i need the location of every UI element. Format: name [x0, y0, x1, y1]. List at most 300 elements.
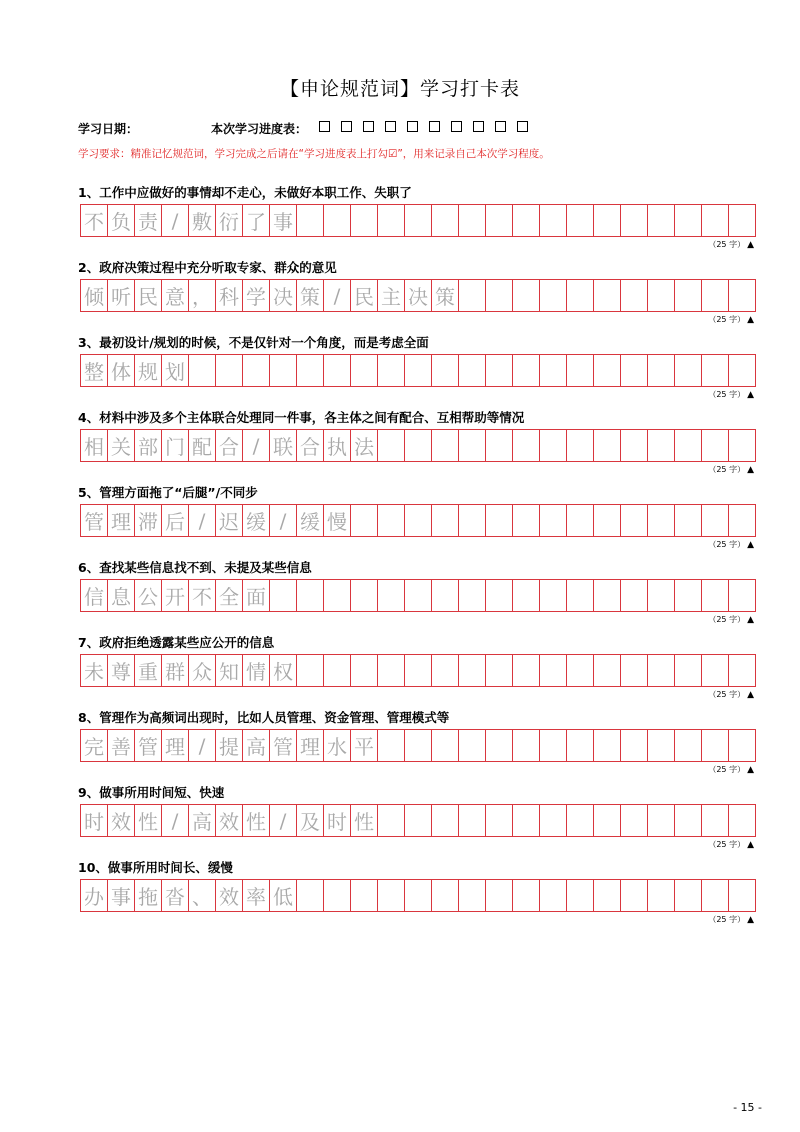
grid-cell[interactable] — [405, 580, 432, 612]
grid-cell[interactable] — [459, 730, 486, 762]
grid-cell[interactable] — [567, 430, 594, 462]
character-count-note — [708, 464, 754, 475]
grid-cell[interactable] — [702, 280, 729, 312]
grid-cell[interactable] — [594, 655, 621, 687]
grid-cell[interactable]: 息 — [108, 580, 135, 612]
grid-cell[interactable] — [648, 505, 675, 537]
grid-cell[interactable]: 联 — [270, 430, 297, 462]
grid-cell[interactable]: 信 — [81, 580, 108, 612]
grid-cell[interactable] — [594, 280, 621, 312]
progress-checkbox[interactable] — [429, 121, 440, 132]
grid-cell[interactable] — [648, 430, 675, 462]
grid-cell[interactable]: 倾 — [81, 280, 108, 312]
grid-cell[interactable] — [513, 505, 540, 537]
grid-cell[interactable] — [540, 430, 567, 462]
grid-cell[interactable]: 情 — [243, 655, 270, 687]
progress-checkbox[interactable] — [319, 121, 330, 132]
grid-cell[interactable]: 率 — [243, 880, 270, 912]
grid-cell[interactable]: 性 — [351, 805, 378, 837]
item-question: 6、查找某些信息找不到、未提及某些信息 — [78, 560, 312, 575]
grid-cell[interactable]: 效 — [216, 880, 243, 912]
grid-cell[interactable] — [243, 355, 270, 387]
grid-cell[interactable]: 权 — [270, 655, 297, 687]
grid-cell[interactable]: 高 — [243, 730, 270, 762]
grid-cell[interactable] — [702, 730, 729, 762]
study-progress-label: 本次学习进度表： — [211, 122, 308, 136]
grid-cell[interactable] — [621, 805, 648, 837]
grid-cell[interactable] — [729, 355, 756, 387]
grid-cell[interactable] — [459, 430, 486, 462]
grid-cell[interactable] — [675, 805, 702, 837]
grid-cell[interactable] — [702, 505, 729, 537]
grid-cell[interactable]: 策 — [297, 280, 324, 312]
grid-cell[interactable] — [675, 205, 702, 237]
grid-cell[interactable] — [486, 880, 513, 912]
progress-checkbox[interactable] — [363, 121, 374, 132]
triangle-icon: ▲ — [747, 840, 754, 850]
grid-cell[interactable] — [702, 430, 729, 462]
grid-cell[interactable]: 策 — [432, 280, 459, 312]
grid-cell[interactable]: 事 — [270, 205, 297, 237]
grid-cell[interactable]: 公 — [135, 580, 162, 612]
grid-cell[interactable]: 执 — [324, 430, 351, 462]
grid-cell[interactable] — [729, 205, 756, 237]
grid-cell[interactable] — [486, 430, 513, 462]
grid-cell[interactable] — [675, 730, 702, 762]
grid-cell[interactable] — [324, 880, 351, 912]
grid-cell[interactable] — [351, 580, 378, 612]
grid-cell[interactable]: 理 — [108, 505, 135, 537]
grid-cell[interactable]: 开 — [162, 580, 189, 612]
count-label: （25 字） — [708, 765, 746, 774]
grid-cell[interactable] — [648, 655, 675, 687]
grid-cell[interactable] — [648, 355, 675, 387]
grid-cell[interactable]: 未 — [81, 655, 108, 687]
grid-cell[interactable] — [594, 505, 621, 537]
count-label: （25 字） — [708, 315, 746, 324]
grid-cell[interactable] — [648, 805, 675, 837]
item-question: 8、管理作为高频词出现时，比如人员管理、资金管理、管理模式等 — [78, 710, 450, 725]
grid-cell[interactable]: 关 — [108, 430, 135, 462]
grid-cell[interactable] — [594, 205, 621, 237]
grid-cell[interactable] — [378, 205, 405, 237]
grid-cell[interactable] — [297, 655, 324, 687]
triangle-icon: ▲ — [747, 390, 754, 400]
grid-cell[interactable] — [513, 280, 540, 312]
grid-cell[interactable] — [459, 655, 486, 687]
grid-cell[interactable] — [675, 505, 702, 537]
progress-checkboxes — [319, 121, 528, 132]
grid-cell[interactable]: 了 — [243, 205, 270, 237]
grid-cell[interactable]: 众 — [189, 655, 216, 687]
grid-cell[interactable]: 迟 — [216, 505, 243, 537]
grid-cell[interactable]: 缓 — [297, 505, 324, 537]
grid-cell[interactable] — [621, 205, 648, 237]
grid-cell[interactable] — [729, 430, 756, 462]
grid-cell[interactable]: 办 — [81, 880, 108, 912]
grid-cell[interactable] — [216, 355, 243, 387]
practice-item — [78, 259, 768, 325]
grid-cell[interactable] — [567, 205, 594, 237]
grid-cell[interactable] — [351, 880, 378, 912]
grid-cell[interactable] — [405, 655, 432, 687]
grid-cell[interactable] — [405, 355, 432, 387]
grid-cell[interactable] — [459, 205, 486, 237]
grid-cell[interactable] — [378, 580, 405, 612]
grid-cell[interactable]: 低 — [270, 880, 297, 912]
grid-cell[interactable] — [702, 805, 729, 837]
grid-cell[interactable]: 敷 — [189, 205, 216, 237]
grid-cell[interactable] — [621, 505, 648, 537]
grid-cell[interactable] — [702, 355, 729, 387]
grid-cell[interactable]: 部 — [135, 430, 162, 462]
grid-cell[interactable]: 配 — [189, 430, 216, 462]
grid-cell[interactable] — [405, 805, 432, 837]
grid-cell[interactable]: 群 — [162, 655, 189, 687]
grid-cell[interactable]: 体 — [108, 355, 135, 387]
grid-cell[interactable] — [702, 205, 729, 237]
grid-cell[interactable]: 划 — [162, 355, 189, 387]
grid-cell[interactable]: 完 — [81, 730, 108, 762]
progress-checkbox[interactable] — [473, 121, 484, 132]
grid-cell[interactable]: 理 — [162, 730, 189, 762]
writing-grid — [80, 279, 756, 312]
count-label: （25 字） — [708, 390, 746, 399]
grid-cell[interactable] — [351, 355, 378, 387]
grid-cell[interactable] — [594, 430, 621, 462]
grid-cell[interactable] — [675, 355, 702, 387]
item-question: 3、最初设计/规划的时候，不是仅针对一个角度，而是考虑全面 — [78, 335, 429, 350]
grid-cell[interactable] — [675, 655, 702, 687]
grid-cell[interactable] — [567, 280, 594, 312]
grid-cell[interactable] — [405, 880, 432, 912]
grid-cell[interactable]: 性 — [243, 805, 270, 837]
grid-cell[interactable] — [540, 655, 567, 687]
progress-checkbox[interactable] — [385, 121, 396, 132]
item-question: 7、政府拒绝透露某些应公开的信息 — [78, 635, 275, 650]
grid-cell[interactable] — [729, 805, 756, 837]
writing-grid — [80, 654, 756, 687]
grid-cell[interactable] — [270, 355, 297, 387]
grid-cell[interactable]: / — [324, 280, 351, 312]
writing-grid — [80, 429, 756, 462]
grid-cell[interactable] — [459, 505, 486, 537]
grid-cell[interactable] — [486, 205, 513, 237]
practice-item — [78, 709, 768, 775]
grid-cell[interactable]: 滞 — [135, 505, 162, 537]
triangle-icon: ▲ — [747, 315, 754, 325]
grid-cell[interactable]: 重 — [135, 655, 162, 687]
item-question: 2、政府决策过程中充分听取专家、群众的意见 — [78, 260, 337, 275]
grid-cell[interactable] — [432, 655, 459, 687]
grid-cell[interactable]: 平 — [351, 730, 378, 762]
progress-checkbox[interactable] — [517, 121, 528, 132]
grid-cell[interactable] — [675, 580, 702, 612]
grid-cell[interactable] — [486, 580, 513, 612]
grid-cell[interactable] — [513, 730, 540, 762]
grid-cell[interactable]: 面 — [243, 580, 270, 612]
item-question: 1、工作中应做好的事情却不走心，未做好本职工作、失职了 — [78, 185, 412, 200]
grid-cell[interactable] — [540, 205, 567, 237]
practice-item — [78, 184, 768, 250]
grid-cell[interactable]: 不 — [189, 580, 216, 612]
grid-cell[interactable]: / — [189, 505, 216, 537]
grid-cell[interactable] — [297, 205, 324, 237]
grid-cell[interactable]: 不 — [81, 205, 108, 237]
count-label: （25 字） — [708, 915, 746, 924]
grid-cell[interactable] — [378, 355, 405, 387]
grid-cell[interactable] — [702, 580, 729, 612]
grid-cell[interactable] — [405, 730, 432, 762]
grid-cell[interactable]: 门 — [162, 430, 189, 462]
grid-cell[interactable] — [432, 355, 459, 387]
grid-cell[interactable]: 管 — [270, 730, 297, 762]
grid-cell[interactable] — [621, 280, 648, 312]
item-question: 5、管理方面拖了“后腿”/不同步 — [78, 485, 258, 500]
grid-cell[interactable]: 事 — [108, 880, 135, 912]
grid-cell[interactable] — [432, 880, 459, 912]
grid-cell[interactable]: 学 — [243, 280, 270, 312]
grid-cell[interactable] — [621, 355, 648, 387]
item-question: 10、做事所用时间长、缓慢 — [78, 860, 233, 875]
grid-cell[interactable]: 后 — [162, 505, 189, 537]
grid-cell[interactable] — [513, 430, 540, 462]
grid-cell[interactable]: 责 — [135, 205, 162, 237]
grid-cell[interactable] — [432, 205, 459, 237]
grid-cell[interactable] — [567, 805, 594, 837]
grid-cell[interactable] — [702, 880, 729, 912]
grid-cell[interactable] — [270, 580, 297, 612]
grid-cell[interactable] — [459, 880, 486, 912]
count-label: （25 字） — [708, 540, 746, 549]
grid-cell[interactable] — [459, 355, 486, 387]
grid-cell[interactable] — [378, 430, 405, 462]
grid-cell[interactable]: 知 — [216, 655, 243, 687]
grid-cell[interactable] — [351, 655, 378, 687]
grid-cell[interactable] — [729, 580, 756, 612]
grid-cell[interactable]: / — [243, 430, 270, 462]
progress-checkbox[interactable] — [495, 121, 506, 132]
grid-cell[interactable] — [675, 430, 702, 462]
grid-cell[interactable]: 拖 — [135, 880, 162, 912]
grid-cell[interactable]: 性 — [135, 805, 162, 837]
grid-cell[interactable]: 缓 — [243, 505, 270, 537]
grid-cell[interactable] — [351, 205, 378, 237]
grid-cell[interactable] — [594, 730, 621, 762]
grid-cell[interactable]: / — [270, 505, 297, 537]
grid-cell[interactable] — [567, 880, 594, 912]
grid-cell[interactable] — [648, 580, 675, 612]
study-date-label: 学习日期： — [78, 122, 139, 136]
grid-cell[interactable] — [513, 205, 540, 237]
grid-cell[interactable]: 负 — [108, 205, 135, 237]
progress-checkbox[interactable] — [341, 121, 352, 132]
grid-cell[interactable] — [324, 580, 351, 612]
grid-cell[interactable]: 相 — [81, 430, 108, 462]
grid-cell[interactable]: 意 — [162, 280, 189, 312]
character-count-note — [708, 539, 754, 550]
practice-item — [78, 784, 768, 850]
grid-cell[interactable] — [459, 805, 486, 837]
count-label: （25 字） — [708, 840, 746, 849]
grid-cell[interactable]: 决 — [405, 280, 432, 312]
grid-cell[interactable]: 效 — [216, 805, 243, 837]
grid-cell[interactable]: 决 — [270, 280, 297, 312]
grid-cell[interactable] — [729, 280, 756, 312]
grid-cell[interactable] — [486, 280, 513, 312]
grid-cell[interactable] — [324, 655, 351, 687]
character-count-note — [708, 689, 754, 700]
grid-cell[interactable] — [621, 730, 648, 762]
grid-cell[interactable] — [378, 805, 405, 837]
grid-cell[interactable] — [648, 880, 675, 912]
grid-cell[interactable] — [513, 805, 540, 837]
grid-cell[interactable] — [459, 280, 486, 312]
triangle-icon: ▲ — [747, 615, 754, 625]
grid-cell[interactable] — [594, 880, 621, 912]
grid-cell[interactable]: 管 — [135, 730, 162, 762]
grid-cell[interactable]: 民 — [351, 280, 378, 312]
grid-cell[interactable] — [567, 655, 594, 687]
grid-cell[interactable] — [513, 580, 540, 612]
grid-cell[interactable] — [648, 205, 675, 237]
grid-cell[interactable] — [432, 430, 459, 462]
grid-cell[interactable]: 衍 — [216, 205, 243, 237]
grid-cell[interactable] — [594, 580, 621, 612]
grid-cell[interactable] — [540, 580, 567, 612]
grid-cell[interactable] — [729, 655, 756, 687]
grid-cell[interactable] — [621, 580, 648, 612]
grid-cell[interactable] — [378, 505, 405, 537]
grid-cell[interactable]: 全 — [216, 580, 243, 612]
grid-cell[interactable]: 时 — [324, 805, 351, 837]
grid-cell[interactable] — [324, 205, 351, 237]
grid-cell[interactable]: 规 — [135, 355, 162, 387]
grid-cell[interactable] — [297, 880, 324, 912]
grid-cell[interactable]: 民 — [135, 280, 162, 312]
triangle-icon: ▲ — [747, 240, 754, 250]
grid-cell[interactable] — [486, 655, 513, 687]
grid-cell[interactable]: / — [162, 805, 189, 837]
grid-cell[interactable] — [189, 355, 216, 387]
practice-item — [78, 484, 768, 550]
grid-cell[interactable] — [621, 655, 648, 687]
grid-cell[interactable] — [648, 280, 675, 312]
grid-cell[interactable] — [486, 355, 513, 387]
grid-cell[interactable]: 沓 — [162, 880, 189, 912]
grid-cell[interactable]: 科 — [216, 280, 243, 312]
grid-cell[interactable]: ， — [189, 280, 216, 312]
grid-cell[interactable]: 善 — [108, 730, 135, 762]
grid-cell[interactable] — [729, 880, 756, 912]
grid-cell[interactable] — [405, 430, 432, 462]
grid-cell[interactable] — [405, 505, 432, 537]
grid-cell[interactable]: 水 — [324, 730, 351, 762]
grid-cell[interactable] — [675, 880, 702, 912]
practice-item — [78, 559, 768, 625]
writing-grid — [80, 579, 756, 612]
count-label: （25 字） — [708, 615, 746, 624]
grid-cell[interactable] — [486, 805, 513, 837]
grid-cell[interactable]: 主 — [378, 280, 405, 312]
grid-cell[interactable] — [648, 730, 675, 762]
grid-cell[interactable] — [540, 880, 567, 912]
grid-cell[interactable]: 整 — [81, 355, 108, 387]
grid-cell[interactable] — [378, 655, 405, 687]
grid-cell[interactable] — [594, 805, 621, 837]
grid-cell[interactable]: 尊 — [108, 655, 135, 687]
grid-cell[interactable] — [324, 355, 351, 387]
grid-cell[interactable] — [621, 880, 648, 912]
grid-cell[interactable] — [486, 730, 513, 762]
grid-cell[interactable] — [540, 805, 567, 837]
grid-cell[interactable]: / — [189, 730, 216, 762]
grid-cell[interactable] — [540, 730, 567, 762]
grid-cell[interactable] — [432, 730, 459, 762]
progress-checkbox[interactable] — [407, 121, 418, 132]
count-label: （25 字） — [708, 465, 746, 474]
grid-cell[interactable]: 管 — [81, 505, 108, 537]
grid-cell[interactable] — [513, 880, 540, 912]
grid-cell[interactable] — [378, 880, 405, 912]
grid-cell[interactable] — [567, 505, 594, 537]
grid-cell[interactable] — [297, 355, 324, 387]
grid-cell[interactable] — [378, 730, 405, 762]
grid-cell[interactable] — [432, 580, 459, 612]
grid-cell[interactable] — [621, 430, 648, 462]
grid-cell[interactable] — [486, 505, 513, 537]
grid-cell[interactable] — [351, 505, 378, 537]
grid-cell[interactable]: 听 — [108, 280, 135, 312]
grid-cell[interactable] — [405, 205, 432, 237]
grid-cell[interactable] — [513, 655, 540, 687]
grid-cell[interactable]: 效 — [108, 805, 135, 837]
grid-cell[interactable] — [729, 505, 756, 537]
grid-cell[interactable] — [567, 355, 594, 387]
grid-cell[interactable]: 高 — [189, 805, 216, 837]
grid-cell[interactable] — [540, 280, 567, 312]
grid-cell[interactable]: / — [270, 805, 297, 837]
grid-cell[interactable]: 合 — [297, 430, 324, 462]
grid-cell[interactable]: 时 — [81, 805, 108, 837]
progress-checkbox[interactable] — [451, 121, 462, 132]
grid-cell[interactable] — [567, 580, 594, 612]
triangle-icon: ▲ — [747, 540, 754, 550]
grid-cell[interactable] — [459, 580, 486, 612]
grid-cell[interactable] — [297, 580, 324, 612]
grid-cell[interactable]: 法 — [351, 430, 378, 462]
grid-cell[interactable] — [675, 280, 702, 312]
grid-cell[interactable]: 合 — [216, 430, 243, 462]
character-count-note — [708, 839, 754, 850]
grid-cell[interactable]: 及 — [297, 805, 324, 837]
grid-cell[interactable] — [594, 355, 621, 387]
writing-grid — [80, 804, 756, 837]
grid-cell[interactable] — [540, 505, 567, 537]
grid-cell[interactable] — [540, 355, 567, 387]
grid-cell[interactable]: 理 — [297, 730, 324, 762]
grid-cell[interactable] — [729, 730, 756, 762]
grid-cell[interactable]: 慢 — [324, 505, 351, 537]
grid-cell[interactable]: / — [162, 205, 189, 237]
grid-cell[interactable]: 、 — [189, 880, 216, 912]
grid-cell[interactable] — [702, 655, 729, 687]
grid-cell[interactable] — [432, 805, 459, 837]
grid-cell[interactable]: 提 — [216, 730, 243, 762]
grid-cell[interactable] — [513, 355, 540, 387]
grid-cell[interactable] — [432, 505, 459, 537]
grid-cell[interactable] — [567, 730, 594, 762]
